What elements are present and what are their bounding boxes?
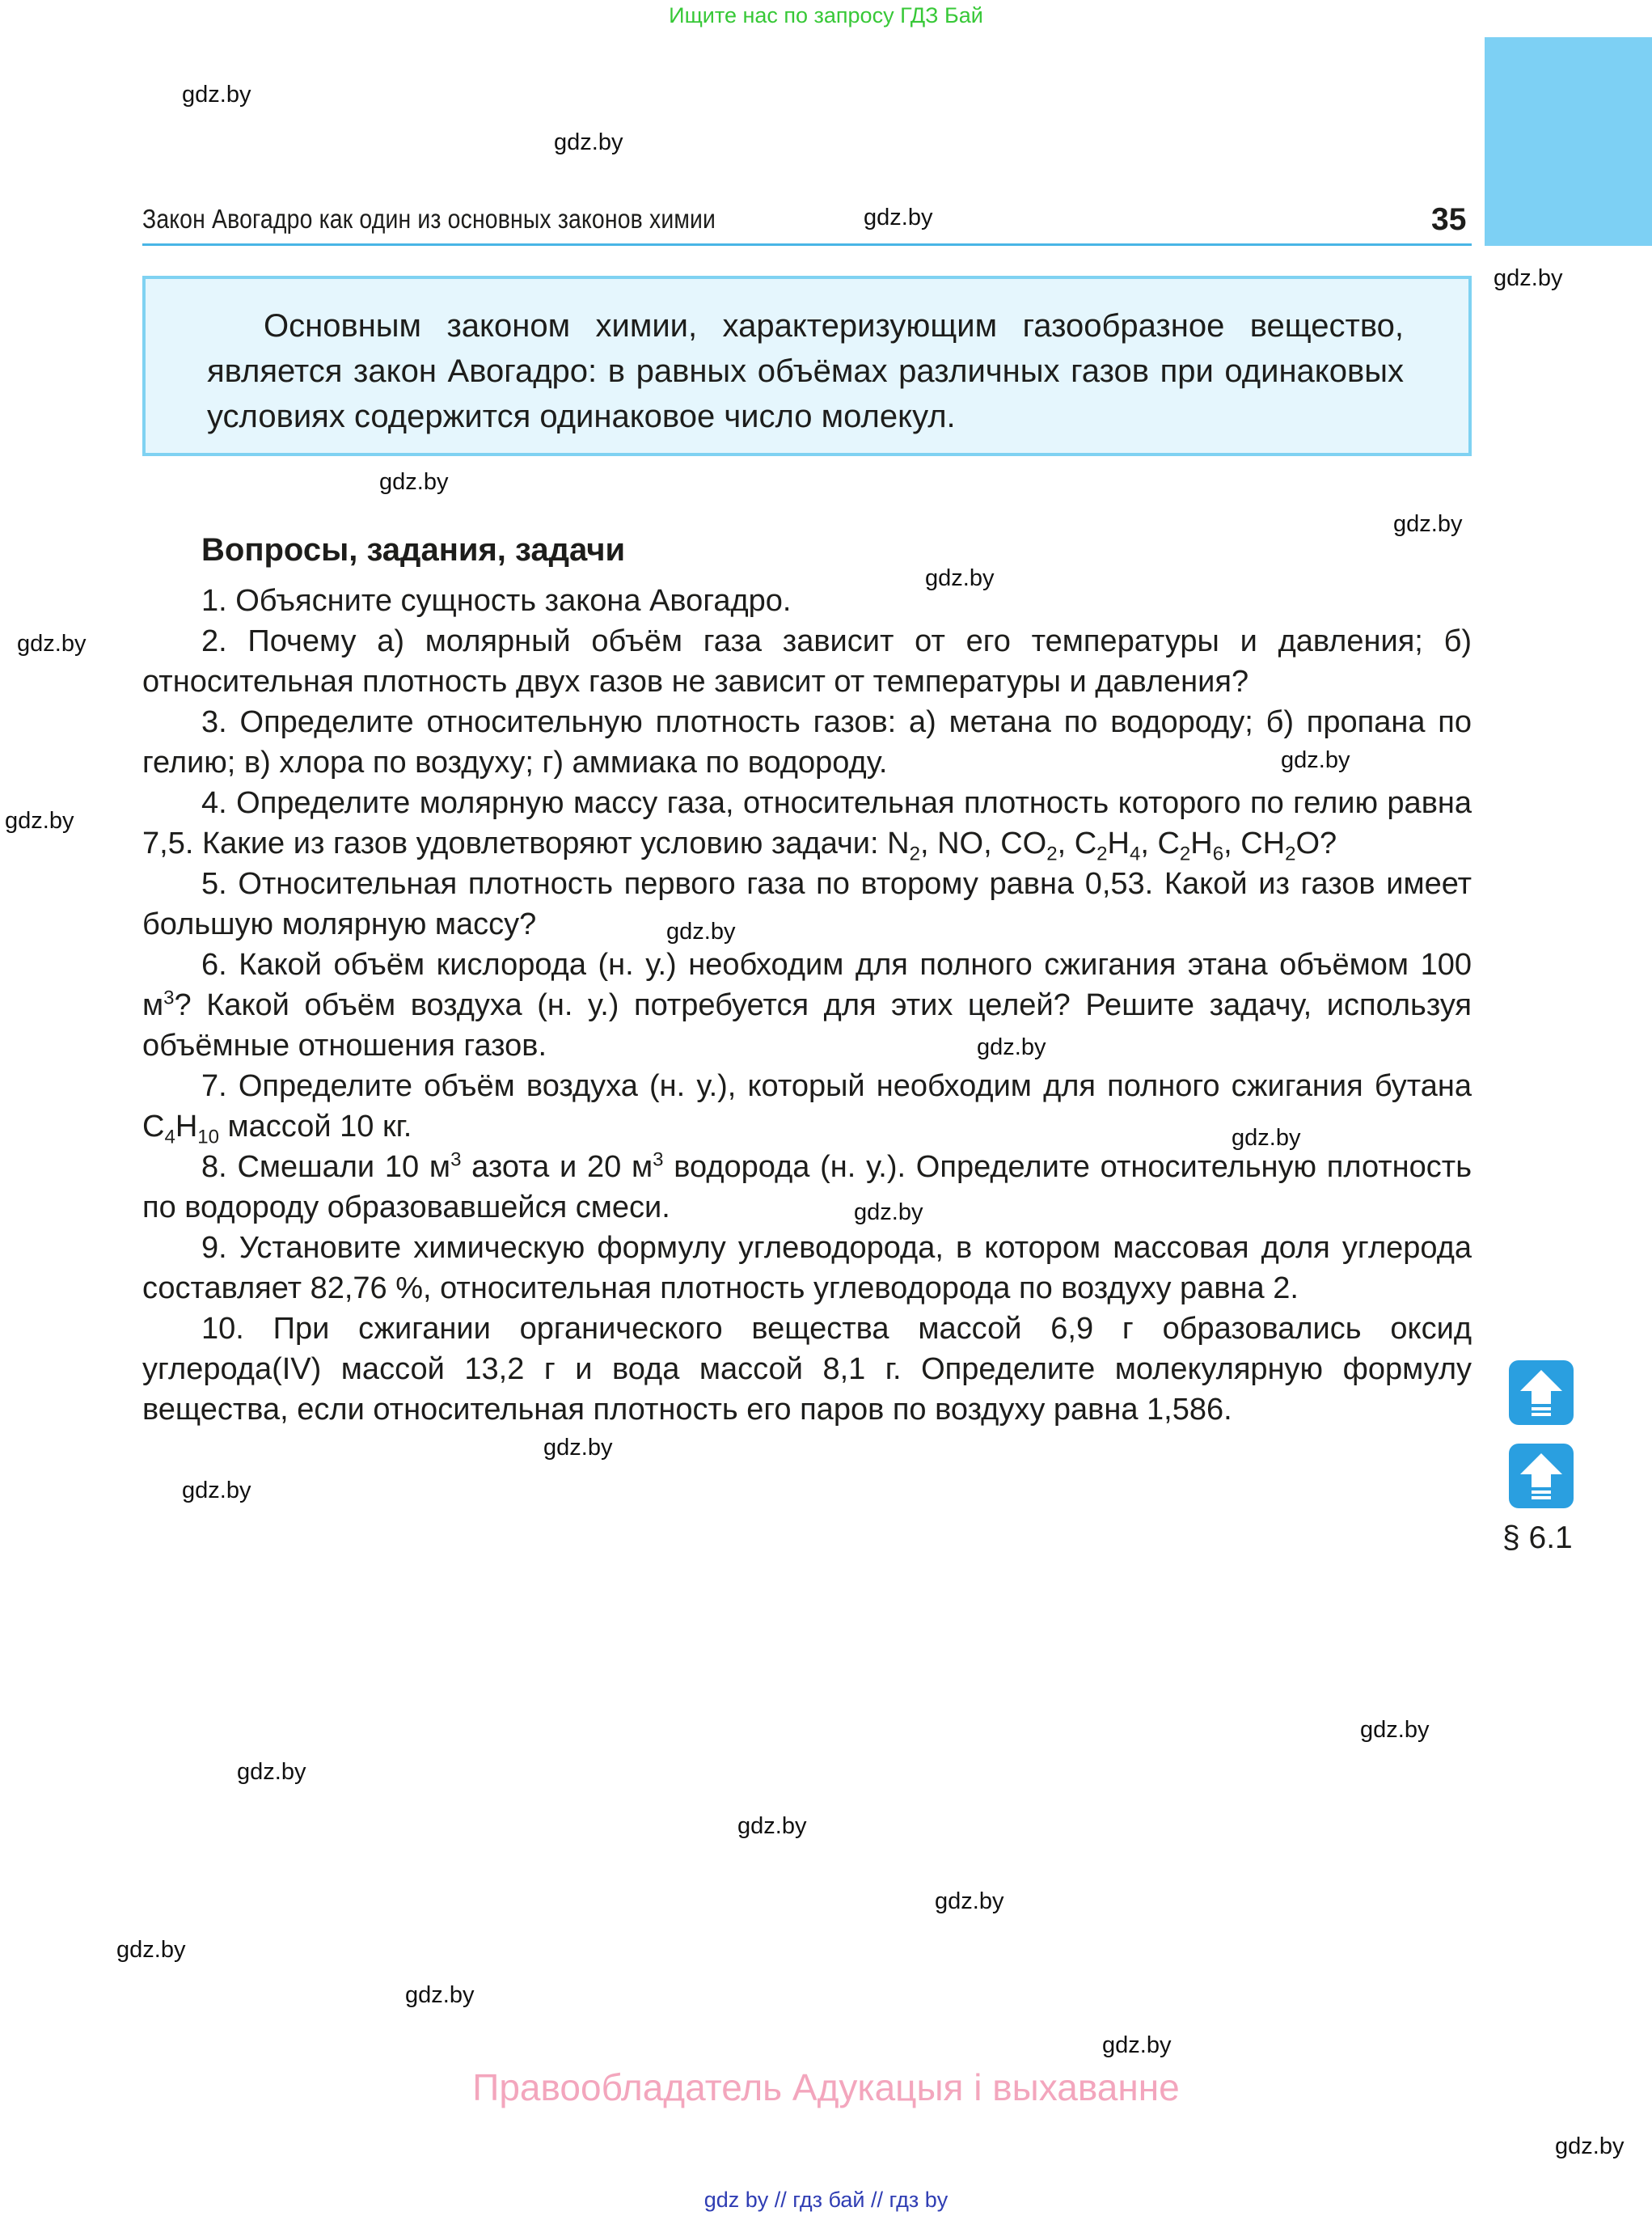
watermark: gdz.by bbox=[379, 469, 449, 495]
watermark: gdz.by bbox=[237, 1759, 306, 1785]
question-3: 3. Определите относительную плотность газов: а) метана по водороду; б) пропана по гелию; в) хлора по воздуху; г) аммиака по водороду. bbox=[142, 705, 1472, 780]
top-banner: Ищите нас по запросу ГДЗ Бай bbox=[669, 3, 983, 27]
footer-links[interactable]: gdz by // гдз бай // гдз by bbox=[703, 2188, 949, 2212]
watermark: gdz.by bbox=[1555, 2133, 1625, 2159]
watermark: gdz.by bbox=[5, 808, 74, 834]
question-4: 4. Определите молярную массу газа, относительная плотность которого по гелию равна 7,5. Какие из газов удовлетворяют условию задачи: $N_2$, NO, $CO_2$, $C_2H_4$, $C_2H_6$, $CH_2O$? bbox=[142, 786, 1472, 865]
questions-heading: Вопросы, задания, задачи bbox=[201, 532, 626, 568]
upload-arrow-icon[interactable] bbox=[1509, 1360, 1574, 1425]
watermark: gdz.by bbox=[1393, 511, 1463, 537]
question-8: 8. Смешали 10 $м^3$ азота и 20 $м^3$ водорода (н. у.). Определите относительную плотность по водороду образовавшейся смеси. bbox=[142, 1148, 1472, 1224]
watermark: gdz.by bbox=[116, 1937, 186, 1963]
header-divider bbox=[142, 243, 1472, 246]
watermark: gdz.by bbox=[17, 631, 87, 657]
watermark: gdz.by bbox=[182, 1478, 251, 1503]
watermark: gdz.by bbox=[182, 82, 251, 108]
watermark: gdz.by bbox=[864, 205, 933, 230]
question-5: 5. Относительная плотность первого газа по второму равна 0,53. Какой из газов имеет большую молярную массу? bbox=[142, 867, 1472, 941]
watermark: gdz.by bbox=[543, 1435, 613, 1461]
watermark: gdz.by bbox=[935, 1888, 1004, 1914]
law-definition-box bbox=[142, 276, 1472, 456]
running-header-title: Закон Авогадро как один из основных законов химии bbox=[142, 204, 716, 234]
watermark: gdz.by bbox=[925, 565, 995, 591]
copyright-line: Правообладатель Адукацыя і выхаванне bbox=[472, 2066, 1180, 2108]
upload-arrow-icon[interactable] bbox=[1509, 1444, 1574, 1508]
question-6: 6. Какой объём кислорода (н. у.) необходим для полного сжигания этана объёмом 100 $м^3$? Какой объём воздуха (н. у.) потребуется для этих целей? Решите задачу, используя объёмные отношения газов. bbox=[142, 948, 1472, 1063]
question-1: 1. Объясните сущность закона Авогадро. bbox=[201, 584, 792, 618]
watermark: gdz.by bbox=[737, 1813, 807, 1839]
watermark: gdz.by bbox=[1232, 1125, 1301, 1151]
page-number: 35 bbox=[1431, 202, 1467, 237]
question-9: 9. Установите химическую формулу углеводорода, в котором массовая доля углерода составляет 82,76 %, относительная плотность углеводорода по воздуху равна 2. bbox=[142, 1231, 1472, 1305]
law-definition-text: Основным законом химии, характеризующим газообразное вещество, является закон Авогадро: в равных объёмах различных газов при одинаковых условиях содержится одинаковое число молекул. bbox=[207, 308, 1404, 434]
watermark: gdz.by bbox=[405, 1982, 475, 2008]
section-reference[interactable]: § 6.1 bbox=[1502, 1520, 1573, 1555]
watermark: gdz.by bbox=[666, 919, 736, 945]
question-2: 2. Почему а) молярный объём газа зависит от его температуры и давления; б) относительная плотность двух газов не зависит от температуры и давления? bbox=[142, 624, 1472, 699]
watermark: gdz.by bbox=[1281, 747, 1350, 773]
watermark: gdz.by bbox=[1102, 2032, 1172, 2058]
question-7: 7. Определите объём воздуха (н. у.), который необходим для полного сжигания бутана $C_4H_{10}$ массой 10 кг. bbox=[142, 1069, 1472, 1148]
watermark: gdz.by bbox=[1360, 1717, 1430, 1743]
watermark: gdz.by bbox=[554, 129, 623, 155]
watermark: gdz.by bbox=[1494, 265, 1563, 291]
watermark: gdz.by bbox=[977, 1034, 1046, 1060]
questions-list bbox=[142, 581, 1472, 1430]
watermark: gdz.by bbox=[854, 1199, 923, 1225]
page-corner-tab bbox=[1485, 37, 1652, 246]
question-10: 10. При сжигании органического вещества массой 6,9 г образовались оксид углерода(IV) массой 13,2 г и вода массой 8,1 г. Определите молекулярную формулу вещества, если относительная плотность его паров по воздуху равна 1,586. bbox=[142, 1312, 1472, 1427]
